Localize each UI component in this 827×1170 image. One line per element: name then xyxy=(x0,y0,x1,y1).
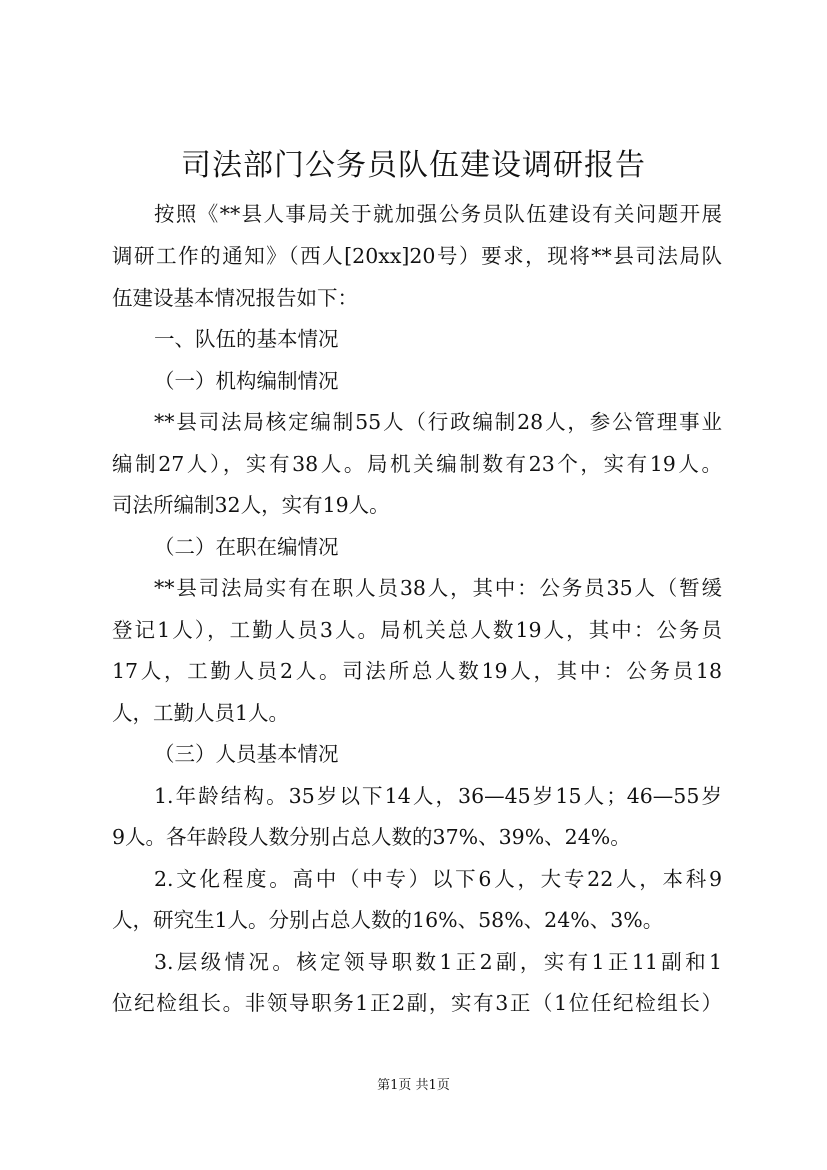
paragraph-line: 1.年龄结构。35岁以下14人，36—45岁15人；46—55岁 xyxy=(154,784,722,808)
paragraph-line: 编制27人），实有38人。局机关编制数有23个，实有19人。 xyxy=(112,452,722,476)
paragraph-line: 位纪检组长。非领导职务1正2副，实有3正（1位任纪检组长） xyxy=(112,991,722,1015)
paragraph-line: 17人，工勤人员2人。司法所总人数19人，其中：公务员18 xyxy=(112,659,722,683)
paragraph-line: 人，研究生1人。分别占总人数的16%、58%、24%、3%。 xyxy=(112,908,664,932)
subsection-heading: （二）在职在编情况 xyxy=(154,535,339,559)
paragraph-line: 按照《**县人事局关于就加强公务员队伍建设有关问题开展 xyxy=(154,202,722,226)
document-title: 司法部门公务员队伍建设调研报告 xyxy=(181,148,646,183)
paragraph-line: 登记1人），工勤人员3人。局机关总人数19人，其中：公务员 xyxy=(112,618,722,642)
paragraph-line: 2.文化程度。高中（中专）以下6人，大专22人，本科9 xyxy=(154,867,722,891)
subsection-heading: （三）人员基本情况 xyxy=(154,742,339,766)
paragraph-line: 伍建设基本情况报告如下： xyxy=(112,286,358,310)
paragraph-line: 9人。各年龄段人数分别占总人数的37%、39%、24%。 xyxy=(112,825,631,849)
paragraph-line: 3.层级情况。核定领导职数1正2副，实有1正11副和1 xyxy=(154,950,722,974)
paragraph-line: 人，工勤人员1人。 xyxy=(112,701,290,725)
paragraph-line: **县司法局实有在职人员38人，其中：公务员35人（暂缓 xyxy=(154,576,722,600)
paragraph-line: **县司法局核定编制55人（行政编制28人，参公管理事业 xyxy=(154,410,722,434)
section-heading: 一、队伍的基本情况 xyxy=(154,327,339,351)
paragraph-line: 司法所编制32人，实有19人。 xyxy=(112,493,390,517)
paragraph-line: 调研工作的通知》（西人[20xx]20号）要求，现将**县司法局队 xyxy=(112,244,722,268)
page-number: 第1页 共1页 xyxy=(377,1078,450,1093)
subsection-heading: （一）机构编制情况 xyxy=(154,369,339,393)
